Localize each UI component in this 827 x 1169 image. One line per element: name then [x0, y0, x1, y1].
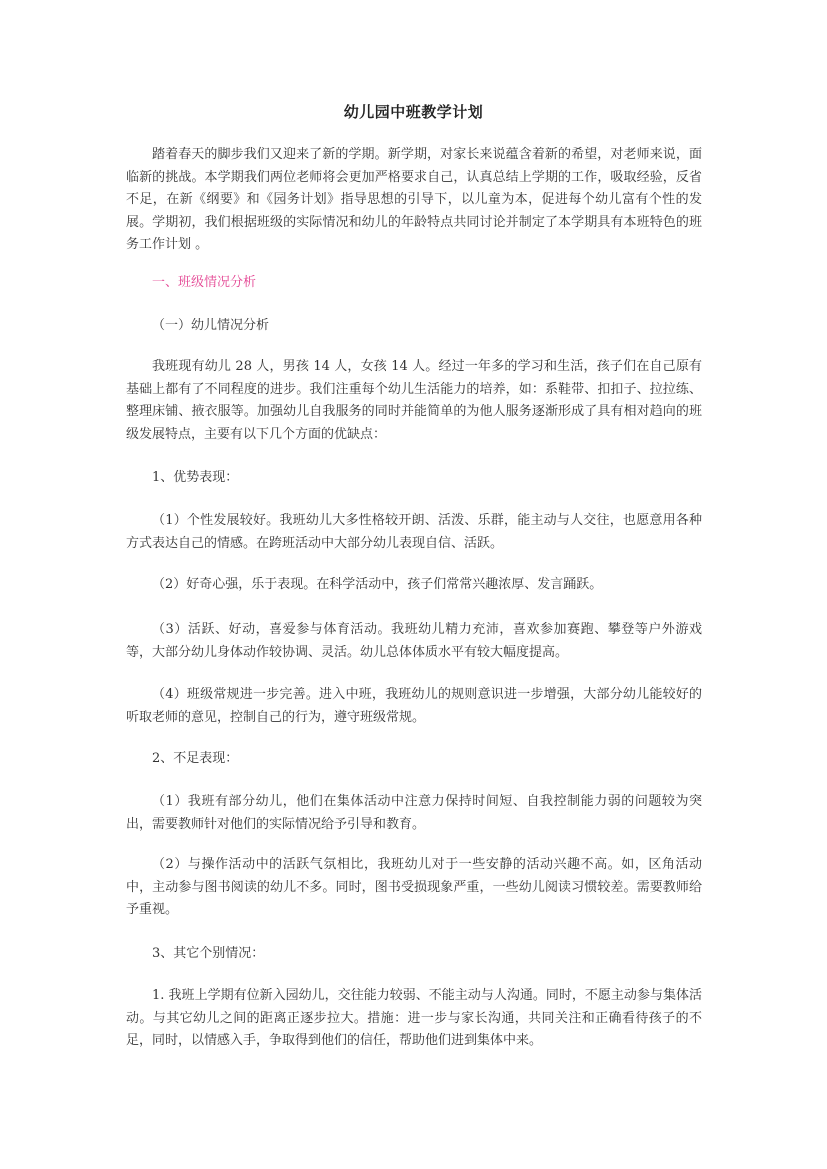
strength-item: （2）好奇心强，乐于表现。在科学活动中，孩子们常常兴趣浓厚、发言踊跃。 [152, 577, 603, 592]
strength-item: （1）个性发展较好。我班幼儿大多性格较开朗、活泼、乐群，能主动与人交往，也愿意用各种方式表达自己的情感。在跨班活动中大部分幼儿表现自信、活跃。 [126, 513, 702, 551]
strengths-heading: 1、优势表现： [152, 470, 239, 485]
strength-item: （4）班级常规进一步完善。进入中班，我班幼儿的规则意识进一步增强，大部分幼儿能较好的听取老师的意见，控制自己的行为，遵守班级常规。 [126, 687, 702, 725]
weakness-item: （1）我班有部分幼儿，他们在集体活动中注意力保持时间短、自我控制能力弱的问题较为突出，需要教师针对他们的实际情况给予引导和教育。 [126, 794, 702, 832]
document-title: 幼儿园中班教学计划 [343, 103, 484, 121]
subsection-heading-children-analysis: （一）幼儿情况分析 [152, 318, 270, 333]
intro-paragraph: 踏着春天的脚步我们又迎来了新的学期。新学期，对家长来说蕴含着新的希望，对老师来说，面临新的挑战。本学期我们两位老师将会更加严格要求自己，认真总结上学期的工作，吸取经验，反省不足，在新《纲要》和《园务计划》指导思想的引导下，以儿童为本，促进每个幼儿富有个性的发展。学期初，我们根据班级的实际情况和幼儿的年龄特点共同讨论并制定了本学期具有本班特色的班务工作计划 。 [126, 147, 702, 252]
other-item: 1. 我班上学期有位新入园幼儿，交往能力较弱、不能主动与人沟通。同时，不愿主动参与集体活动。与其它幼儿之间的距离正逐步拉大。措施：进一步与家长沟通，共同关注和正确看待孩子的不足，同时，以情感入手，争取得到他们的信任，帮助他们进到集体中来。 [126, 988, 702, 1048]
weakness-item: （2）与操作活动中的活跃气氛相比，我班幼儿对于一些安静的活动兴趣不高。如，区角活动中，主动参与图书阅读的幼儿不多。同时，图书受损现象严重，一些幼儿阅读习惯较差。需要教师给予重视。 [126, 857, 702, 917]
weaknesses-heading: 2、不足表现： [152, 751, 239, 766]
section-heading-class-analysis: 一、班级情况分析 [152, 275, 257, 290]
strength-item: （3）活跃、好动，喜爱参与体育活动。我班幼儿精力充沛，喜欢参加赛跑、攀登等户外游戏等，大部分幼儿身体动作较协调、灵活。幼儿总体体质水平有较大幅度提高。 [126, 622, 702, 660]
overview-paragraph: 我班现有幼儿 28 人，男孩 14 人，女孩 14 人。经过一年多的学习和生活，孩子们在自己原有基础上都有了不同程度的进步。我们注重每个幼儿生活能力的培养，如：系鞋带、扣扣子、拉拉练、整理床铺、掖衣服等。加强幼儿自我服务的同时并能简单的为他人服务逐渐形成了具有相对趋向的班级发展特点，主要有以下几个方面的优缺点： [126, 359, 702, 442]
others-heading: 3、其它个别情况： [152, 946, 265, 961]
